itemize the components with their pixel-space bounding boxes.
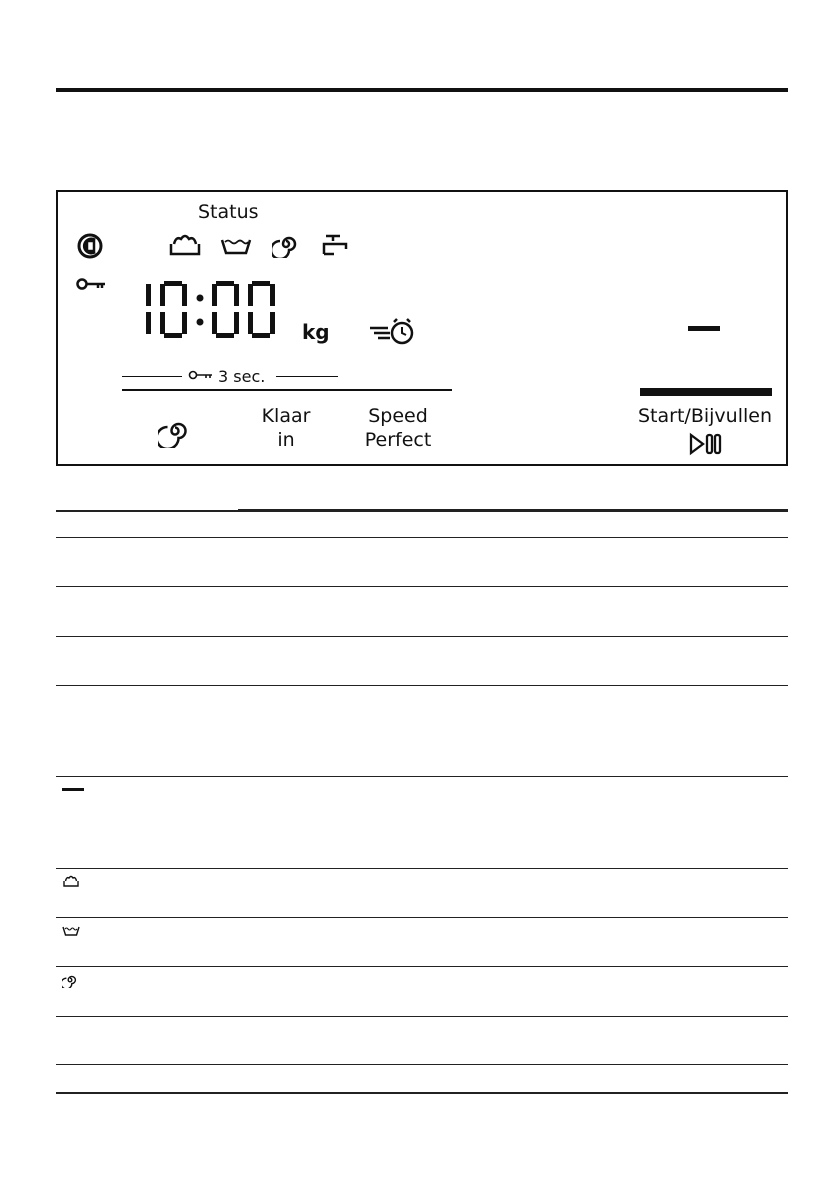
start-refill-label: Start/Bijvullen (638, 405, 772, 427)
ready-in-label-line1: Klaar (261, 405, 311, 427)
start-button-bar (640, 388, 772, 396)
spin-button-icon[interactable] (158, 414, 192, 448)
key-small-icon (188, 369, 214, 381)
rinse-tap-icon (320, 232, 352, 258)
key-icon (76, 276, 108, 292)
spin-status-icon (272, 230, 300, 258)
speed-label-line1: Speed (368, 405, 428, 427)
wash-icon (62, 925, 80, 937)
top-rule (56, 88, 788, 92)
play-pause-icon[interactable] (688, 432, 724, 456)
wash-status-icon (220, 236, 252, 256)
hint-line-right (276, 376, 338, 377)
kg-unit-label: kg (302, 320, 330, 344)
button-group-rule (122, 389, 452, 391)
seven-segment-display (142, 280, 298, 340)
hint-line-left (122, 376, 182, 377)
table-row (56, 917, 788, 918)
lock-hint-text: 3 sec. (218, 367, 266, 386)
ready-in-label-line2: in (277, 429, 295, 451)
start-refill-button[interactable] (630, 404, 780, 428)
table-row (56, 685, 788, 686)
table-row (56, 966, 788, 967)
table-row (56, 636, 788, 637)
prewash-icon (62, 874, 80, 888)
door-lock-icon (76, 232, 104, 260)
table-row (56, 868, 788, 869)
table-row (56, 1064, 788, 1065)
table-row (56, 586, 788, 587)
dash-symbol (62, 788, 84, 791)
dash-indicator (688, 326, 720, 331)
table-row (56, 1016, 788, 1017)
display-panel (56, 190, 788, 466)
table-row (56, 776, 788, 777)
speed-label-line2: Perfect (364, 429, 432, 451)
speed-timer-icon (368, 316, 424, 346)
table-row (56, 537, 788, 538)
ready-in-button[interactable] (246, 404, 326, 452)
prewash-status-icon (168, 232, 202, 258)
status-label: Status (198, 201, 259, 223)
speed-perfect-button[interactable] (348, 404, 448, 452)
spin-icon (62, 972, 78, 988)
table-bottom-rule (56, 1092, 788, 1094)
